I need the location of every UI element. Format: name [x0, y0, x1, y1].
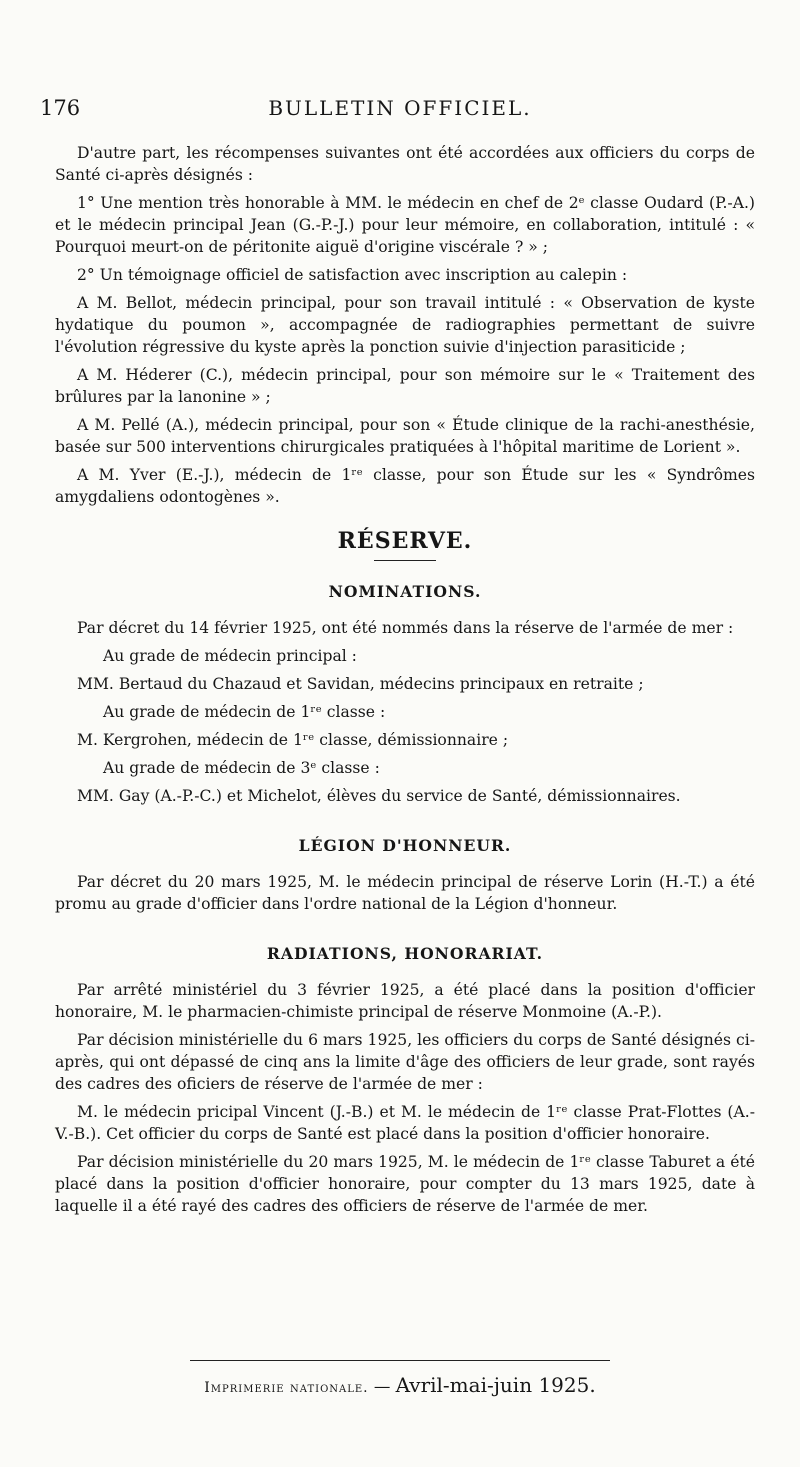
nomination-names-line: MM. Bertaud du Chazaud et Savidan, médecins principaux en retraite ; [77, 675, 644, 693]
paragraph-pelle: A M. Pellé (A.), médecin principal, pour son « Étude clinique de la rachi-anesthésie, basée sur 500 interventions chirurgicales pratiquées à l'hôpital maritime de Lorient ». [55, 416, 755, 456]
heading-radiations: RADIATIONS, HONORARIAT. [266, 944, 544, 963]
imprint-date: Avril-mai-juin 1925. [395, 1373, 596, 1397]
nomination-names-line: MM. Gay (A.-P.-C.) et Michelot, élèves du service de Santé, démissionnaires. [77, 787, 681, 805]
radiations-paragraph: Par décision ministérielle du 20 mars 1925, M. le médecin de 1ʳᵉ classe Taburet a été placé dans la position d'officier honoraire, pour compter du 13 mars 1925, date à laquelle il a été rayé des cadres des officiers de réserve de l'armée de mer. [55, 1153, 755, 1215]
page-body [55, 142, 755, 1223]
nomination-names-line: M. Kergrohen, médecin de 1ʳᵉ classe, démissionnaire ; [77, 731, 509, 749]
section-title-reserve: RÉSERVE. [337, 528, 473, 554]
nomination-grade-line: Au grade de médecin de 3ᵉ classe : [103, 759, 380, 777]
footer-imprint [0, 1373, 800, 1397]
radiations-paragraph: Par décision ministérielle du 6 mars 1925, les officiers du corps de Santé désignés ci-après, qui ont dépassé de cinq ans la limite d'âge des officiers de leur grade, sont rayés des cadres des oficiers de réserve de l'armée de mer : [55, 1031, 755, 1093]
footer-rule [190, 1360, 610, 1361]
heading-nominations: NOMINATIONS. [328, 582, 482, 601]
radiations-paragraph: M. le médecin pricipal Vincent (J.-B.) et M. le médecin de 1ʳᵉ classe Prat-Flottes (A.-V.-B.). Cet officier du corps de Santé est placé dans la position d'officier honoraire. [55, 1103, 755, 1143]
nomination-grade-line: Au grade de médecin de 1ʳᵉ classe : [103, 703, 386, 721]
page-number: 176 [40, 96, 81, 120]
heading-legion-honneur: LÉGION D'HONNEUR. [298, 836, 512, 855]
legion-paragraph: Par décret du 20 mars 1925, M. le médecin principal de réserve Lorin (H.-T.) a été promu au grade d'officier dans l'ordre national de la Légion d'honneur. [55, 873, 755, 913]
running-title: BULLETIN OFFICIEL. [268, 96, 532, 120]
radiations-paragraph: Par arrêté ministériel du 3 février 1925, a été placé dans la position d'officier honoraire, M. le pharmacien-chimiste principal de réserve Monmoine (A.-P.). [55, 981, 755, 1021]
page-header [40, 96, 760, 126]
paragraph-hederer: A M. Héderer (C.), médecin principal, pour son mémoire sur le « Traitement des brûlures par la lanonine » ; [55, 366, 755, 406]
paragraph-yver: A M. Yver (E.-J.), médecin de 1ʳᵉ classe, pour son Étude sur les « Syndrômes amygdaliens odontogènes ». [55, 466, 755, 506]
paragraph-mention: 1° Une mention très honorable à MM. le médecin en chef de 2ᵉ classe Oudard (P.-A.) et le médecin principal Jean (G.-P.-J.) pour leur mémoire, en collaboration, intitulé : « Pourquoi meurt-on de péritonite aiguë d'origine viscérale ? » ; [55, 194, 755, 256]
paragraph-bellot: A M. Bellot, médecin principal, pour son travail intitulé : « Observation de kyste hydatique du poumon », accompagnée de radiographies permettant de suivre l'évolution régressive du kyste après la ponction suivie d'injection parasiticide ; [55, 294, 755, 356]
paragraph-intro: D'autre part, les récompenses suivantes ont été accordées aux officiers du corps de Santé ci-après désignés : [55, 144, 755, 184]
section-divider [374, 560, 436, 561]
nominations-intro: Par décret du 14 février 1925, ont été nommés dans la réserve de l'armée de mer : [77, 619, 734, 637]
page-footer [0, 1360, 800, 1397]
paragraph-temoignage: 2° Un témoignage officiel de satisfaction avec inscription au calepin : [77, 266, 628, 284]
imprint-separator: — [373, 1377, 391, 1396]
imprint-label: Imprimerie nationale. [204, 1380, 369, 1396]
nomination-grade-line: Au grade de médecin principal : [103, 647, 357, 665]
